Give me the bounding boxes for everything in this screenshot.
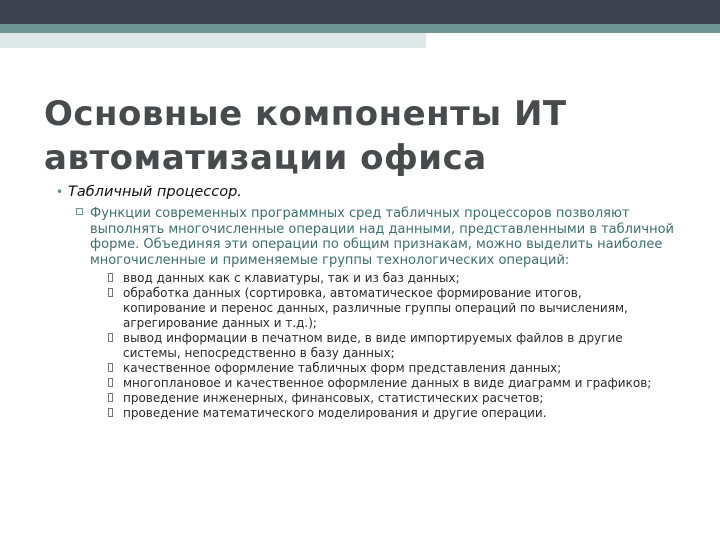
square-bullet-icon <box>76 208 83 215</box>
list-item-text: проведение математического моделирования и другие операции. <box>123 406 547 421</box>
bullet-level-2 <box>76 206 694 268</box>
rect-bullet-icon <box>108 363 113 372</box>
header-bar-light <box>0 33 426 48</box>
list-item-text: вывод информации в печатном виде, в виде импортируемых файлов в другие системы, непосредственно в базу данных; <box>123 331 623 361</box>
dot-bullet-icon: • <box>56 185 64 199</box>
list-item <box>108 361 664 376</box>
list-item <box>108 391 664 406</box>
slide-content <box>56 183 696 421</box>
slide-title-line-2: автоматизации офиса <box>44 138 487 178</box>
list-item-text: ввод данных как с клавиатуры, так и из баз данных; <box>123 271 460 286</box>
slide-title-line-1: Основные компоненты ИТ <box>44 94 567 134</box>
bullet-level-1-text: Табличный процессор. <box>68 184 242 200</box>
list-item-text: проведение инженерных, финансовых, статистических расчетов; <box>123 391 544 406</box>
rect-bullet-icon <box>108 288 113 297</box>
bullet-level-2-text: Функции современных программных сред табличных процессоров позволяют выполнять многочисленные операции над данными, представленными в табличной форме. Объединяя эти операции по общим признакам, можно выделить наиболее многочисленные и применяемые группы технологических операций: <box>90 206 675 268</box>
rect-bullet-icon <box>108 393 113 402</box>
list-item <box>108 406 664 421</box>
header-bar-teal <box>0 24 720 33</box>
rect-bullet-icon <box>108 333 113 342</box>
list-item <box>108 331 664 361</box>
list-item <box>108 376 664 391</box>
slide-title <box>44 92 684 180</box>
list-item <box>108 286 664 331</box>
rect-bullet-icon <box>108 273 113 282</box>
bullet-level-1 <box>56 183 696 202</box>
list-item-text: обработка данных (сортировка, автоматическое формирование итогов, копирование и перенос данных, различные группы операций по вычислениям, агрегирование данных и т.д.); <box>123 286 628 331</box>
bullet-level-3-list <box>108 271 664 421</box>
header-bar-dark <box>0 0 720 24</box>
rect-bullet-icon <box>108 408 113 417</box>
list-item-text: качественное оформление табличных форм представления данных; <box>123 361 562 376</box>
rect-bullet-icon <box>108 378 113 387</box>
list-item-text: многоплановое и качественное оформление данных в виде диаграмм и графиков; <box>123 376 652 391</box>
list-item <box>108 271 664 286</box>
